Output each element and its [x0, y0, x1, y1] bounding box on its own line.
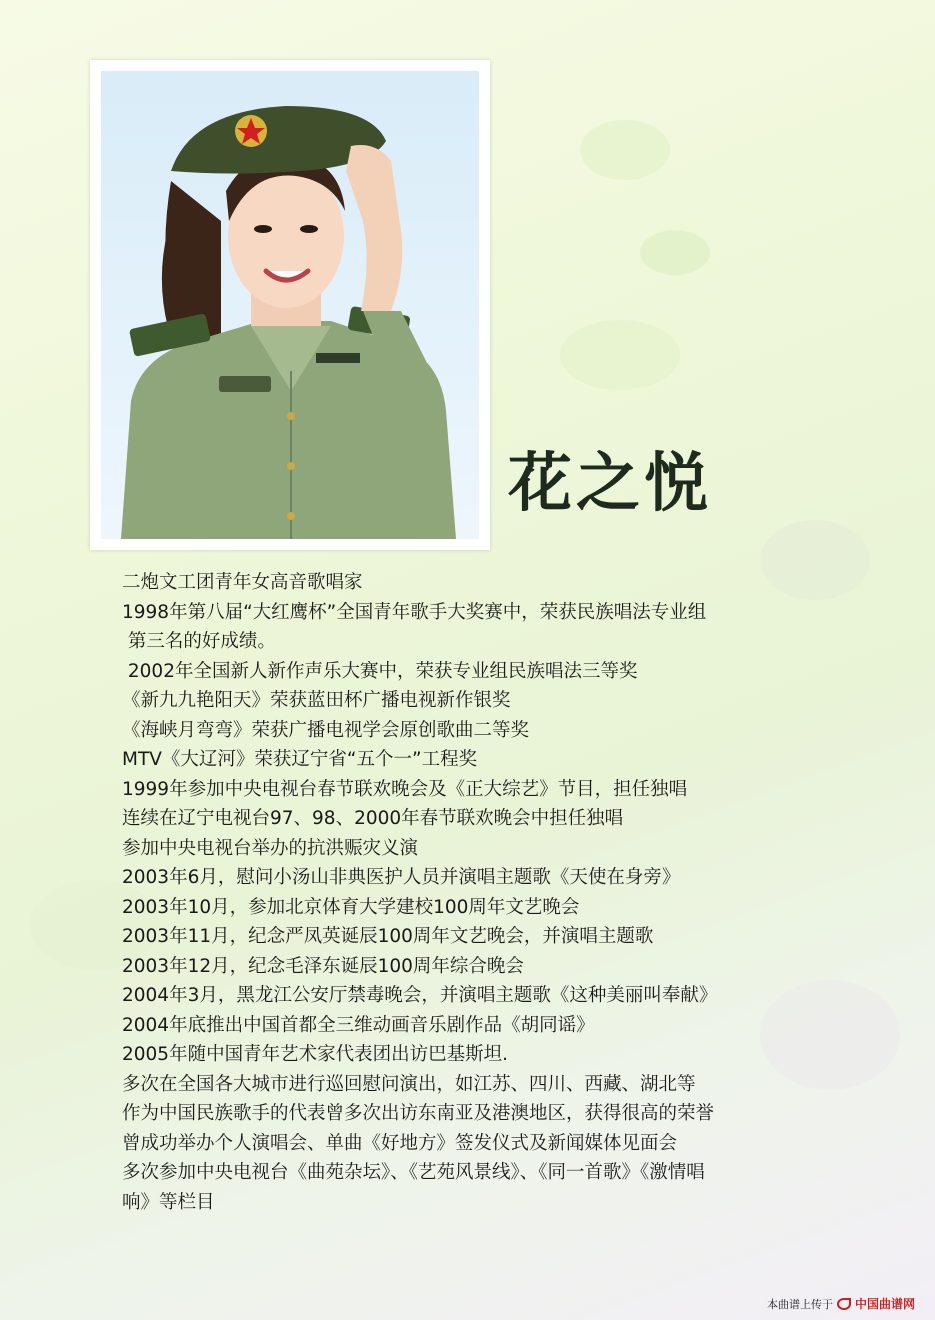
bio-line: MTV《大辽河》荣获辽宁省“五个一”工程奖 — [122, 749, 478, 770]
site-logo-icon — [837, 1298, 851, 1310]
biography-text — [122, 568, 862, 1217]
upload-source-footer — [767, 1295, 915, 1312]
bio-line: 第三名的好成绩。 — [122, 631, 276, 652]
name-tag — [316, 353, 360, 363]
upload-text: 本曲谱上传于 — [766, 1297, 833, 1311]
background-leaf — [640, 230, 710, 275]
bio-line: 作为中国民族歌手的代表曾多次出访东南亚及港澳地区，获得很高的荣誉 — [122, 1103, 715, 1124]
bio-line: 《新九九艳阳天》荣获蓝田杯广播电视新作银奖 — [122, 690, 511, 711]
bio-line: 2004年底推出中国首都全三维动画音乐剧作品《胡同谣》 — [122, 1014, 595, 1036]
bio-line: 曾成功举办个人演唱会、单曲《好地方》签发仪式及新闻媒体见面会 — [122, 1132, 678, 1154]
bio-line: 连续在辽宁电视台97、98、2000年春节联欢晚会中担任独唱 — [122, 808, 624, 829]
bio-line: 多次参加中央电视台《曲苑杂坛》、《艺苑风景线》、《同一首歌》《激情唱 — [122, 1162, 705, 1183]
bio-line: 2004年3月，黑龙江公安厅禁毒晚会，并演唱主题歌《这种美丽叫奉献》 — [122, 985, 718, 1006]
saluting-hand — [346, 145, 402, 311]
bio-line: 2003年11月，纪念严凤英诞辰100周年文艺晚会，并演唱主题歌 — [122, 926, 654, 947]
singer-name-title: 花之悦 — [508, 446, 712, 521]
bio-line: 2005年随中国青年艺术家代表团出访巴基斯坦. — [122, 1044, 508, 1065]
bio-line: 响》等栏目 — [122, 1191, 215, 1213]
bio-line: 1999年参加中央电视台春节联欢晚会及《正大综艺》节目，担任独唱 — [122, 778, 688, 800]
bio-line: 《海峡月弯弯》荣获广播电视学会原创歌曲二等奖 — [122, 719, 530, 741]
portrait-photo — [101, 71, 479, 539]
bio-line: 二炮文工团青年女高音歌唱家 — [122, 572, 363, 593]
background-leaf — [560, 320, 680, 390]
bio-line: 1998年第八届“大红鹰杯”全国青年歌手大奖赛中，荣获民族唱法专业组 — [122, 601, 707, 623]
site-name-link[interactable]: 中国曲谱网 — [854, 1297, 915, 1311]
background-leaf — [580, 120, 670, 180]
bio-line: 参加中央电视台举办的抗洪赈灾义演 — [122, 837, 419, 859]
chest-badge — [219, 376, 271, 392]
uniform-button — [287, 412, 295, 420]
bio-line: 2003年12月，纪念毛泽东诞辰100周年综合晚会 — [122, 955, 524, 977]
bio-line: 2003年6月，慰问小汤山非典医护人员并演唱主题歌《天使在身旁》 — [122, 867, 681, 888]
bio-line: 2003年10月，参加北京体育大学建校100周年文艺晚会 — [122, 896, 580, 918]
portrait-photo-frame — [90, 60, 490, 550]
bio-line: 多次在全国各大城市进行巡回慰问演出，如江苏、四川、西藏、湖北等 — [122, 1073, 696, 1095]
uniform-button — [287, 512, 295, 520]
portrait-illustration — [101, 71, 479, 539]
bio-line: 2002年全国新人新作声乐大赛中，荣获专业组民族唱法三等奖 — [122, 660, 638, 682]
red-star-icon — [235, 115, 267, 147]
uniform-button — [287, 462, 295, 470]
